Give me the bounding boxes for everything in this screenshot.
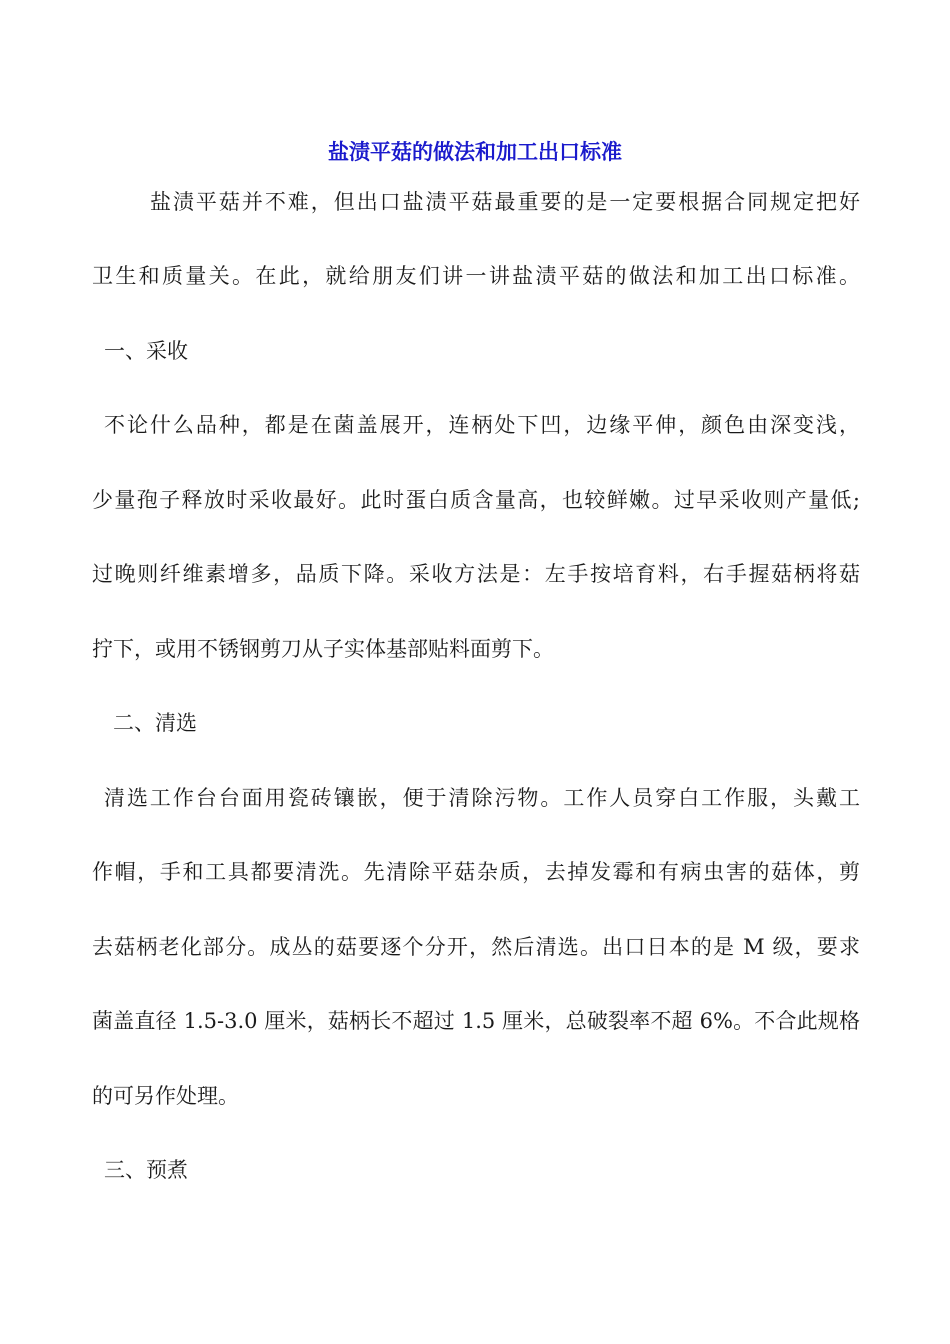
harvest-line-1: 不论什么品种，都是在菌盖展开，连柄处下凹，边缘平伸，颜色由深变浅， <box>104 413 860 437</box>
cleaning-line-1: 清选工作台台面用瓷砖镶嵌，便于清除污物。工作人员穿白工作服，头戴工 <box>104 786 860 810</box>
harvest-line-4: 拧下，或用不锈钢剪刀从子实体基部贴料面剪下。 <box>92 637 554 661</box>
cleaning-line-5: 的可另作处理。 <box>92 1084 239 1108</box>
harvest-line-2: 少量孢子释放时采收最好。此时蛋白质含量高，也较鲜嫩。过早采收则产量低; <box>92 488 860 512</box>
section-heading-harvest: 一、采收 <box>104 339 188 363</box>
section-heading-cleaning: 二、清选 <box>113 711 197 735</box>
cleaning-line-4: 菌盖直径 1.5-3.0 厘米，菇柄长不超过 1.5 厘米，总破裂率不超 6%。不合此规格 <box>92 1009 860 1033</box>
harvest-line-3: 过晚则纤维素增多，品质下降。采收方法是：左手按培育料，右手握菇柄将菇 <box>92 562 860 586</box>
cleaning-line-3: 去菇柄老化部分。成丛的菇要逐个分开，然后清选。出口日本的是 M 级，要求 <box>92 935 860 959</box>
intro-line-2: 卫生和质量关。在此，就给朋友们讲一讲盐渍平菇的做法和加工出口标准。 <box>92 264 860 288</box>
document-title: 盐渍平菇的做法和加工出口标准 <box>328 139 622 164</box>
cleaning-line-2: 作帽，手和工具都要清洗。先清除平菇杂质，去掉发霉和有病虫害的菇体，剪 <box>92 860 860 884</box>
section-heading-precook: 三、预煮 <box>104 1158 188 1182</box>
intro-line-1: 盐渍平菇并不难，但出口盐渍平菇最重要的是一定要根据合同规定把好 <box>150 190 860 214</box>
